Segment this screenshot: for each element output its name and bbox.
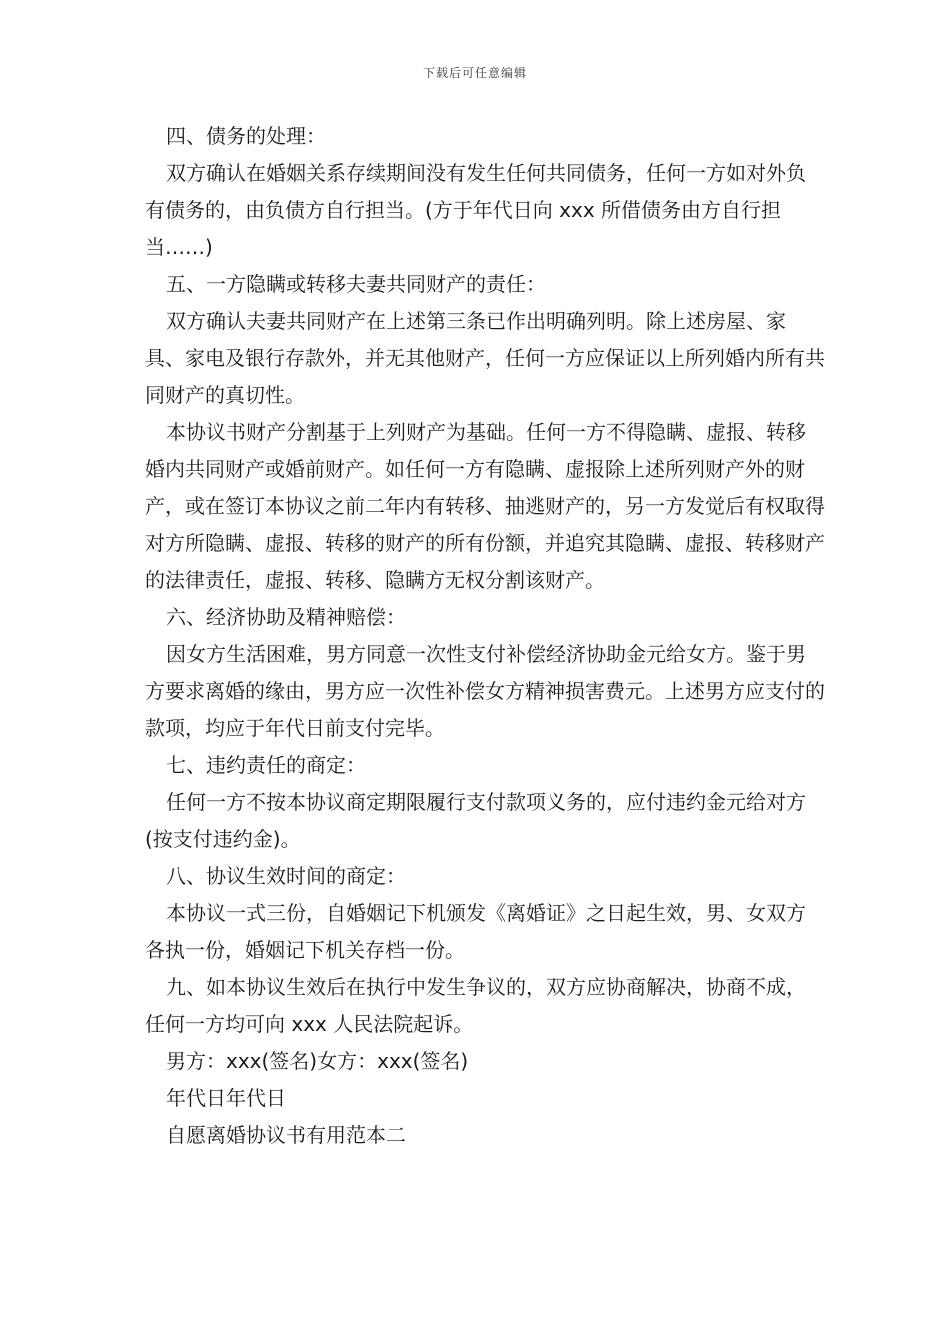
paragraph-compensation: 因女方生活困难，男方同意一次性支付补偿经济协助金元给女方。鉴于男方要求离婚的缘由，男方应一次性补偿女方精神损害费元。上述男方应支付的款项，均应于年代日前支付完毕。: [145, 642, 825, 740]
section-heading-concealment: 五、一方隐瞒或转移夫妻共同财产的责任：: [166, 272, 546, 296]
paragraph-property-confirmation: 双方确认夫妻共同财产在上述第三条已作出明确列明。除上述房屋、家具、家电及银行存款外，并无其他财产，任何一方应保证以上所列婚内所有共同财产的真切性。: [145, 309, 825, 407]
paragraph-debts: 双方确认在婚姻关系存续期间没有发生任何共同债务，任何一方如对外负有债务的，由负债方自行担当。(方于年代日向 xxx 所借债务由方自行担当……): [145, 161, 806, 259]
section-heading-debts: 四、债务的处理：: [166, 124, 326, 148]
paragraph-effective-date: 本协议一式三份，自婚姻记下机颁发《离婚证》之日起生效，男、女双方各执一份，婚姻记下机关存档一份。: [145, 901, 806, 962]
date-line: 年代日年代日: [166, 1086, 286, 1110]
document-body: [145, 118, 825, 1154]
signature-line: 男方：xxx(签名)女方：xxx(签名): [166, 1049, 469, 1073]
section-heading-breach: 七、违约责任的商定：: [166, 753, 366, 777]
paragraph-property-division: 本协议书财产分割基于上列财产为基础。任何一方不得隐瞒、虚报、转移婚内共同财产或婚前财产。如任何一方有隐瞒、虚报除上述所列财产外的财产，或在签订本协议之前二年内有转移、抽逃财产的，另一方发觉后有权取得对方所隐瞒、虚报、转移的财产的所有份额，并追究其隐瞒、虚报、转移财产的法律责任，虚报、转移、隐瞒方无权分割该财产。: [145, 420, 825, 592]
section-heading-compensation: 六、经济协助及精神赔偿：: [166, 605, 406, 629]
paragraph-disputes: 九、如本协议生效后在执行中发生争议的，双方应协商解决，协商不成，任何一方均可向 xxx 人民法院起诉。: [145, 975, 806, 1036]
next-template-title: 自愿离婚协议书有用范本二: [166, 1123, 406, 1147]
paragraph-breach: 任何一方不按本协议商定期限履行支付款项义务的，应付违约金元给对方(按支付违约金)。: [145, 790, 806, 851]
page-header-note: 下载后可任意编辑: [422, 66, 527, 80]
section-heading-effective-date: 八、协议生效时间的商定：: [166, 864, 406, 888]
